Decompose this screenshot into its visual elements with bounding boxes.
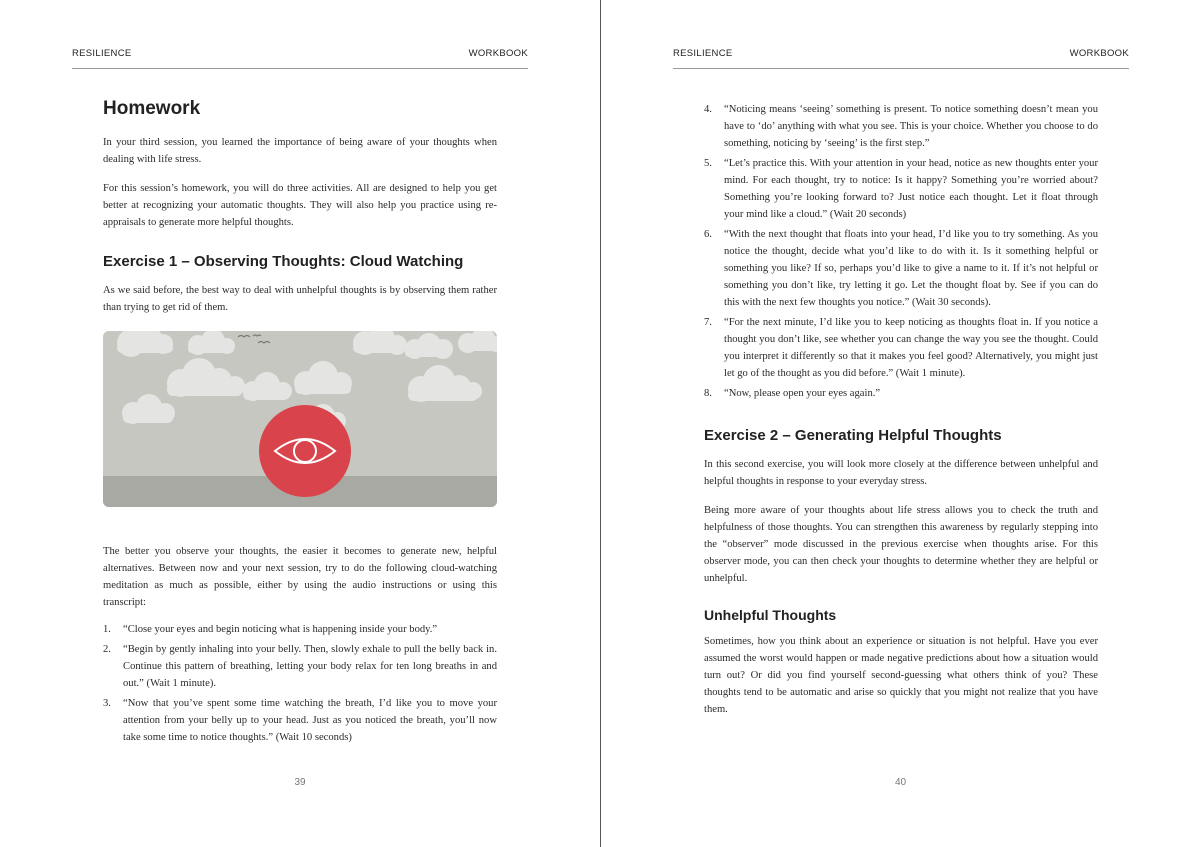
page-number: 40 [894, 777, 907, 788]
list-number: 7. [704, 317, 712, 328]
list-text: “Noticing means ‘seeing’ something is present. To notice something doesn’t mean you have to ‘do’ anything with what you see. This is your choice. Whether you choose to do something, noticing by ‘seeing’ is the first step.” [724, 104, 1098, 149]
list-number: 5. [704, 158, 712, 169]
running-header [72, 48, 528, 69]
list-text: “Let’s practice this. With your attention in your head, notice as new thoughts enter your mind. For each thought, try to notice: Is it happy? Something you’re worried about? Something you’re looking forward to? Just notice each thought. Let it float through your mind like a cloud.” (Wait 20 seconds) [724, 158, 1098, 220]
list-item [103, 641, 497, 692]
exercise-2-title: Exercise 2 – Generating Helpful Thoughts [704, 427, 1002, 444]
paragraph-exercise-2-intro: In this second exercise, you will look more closely at the difference between unhelpful and helpful thoughts in response to your everyday stress. [704, 459, 1098, 487]
list-text: “For the next minute, I’d like you to keep noticing as thoughts float in. If you notice a thought you don’t like, see whether you can change the way you see the thought. Could you interpret it differently so that it makes you feel good? Alternatively, you might just let go of the thought as you did before.” (Wait 1 minute). [724, 317, 1098, 379]
eye-badge [259, 405, 351, 497]
list-item [704, 155, 1098, 223]
page-title: Homework [103, 98, 201, 119]
list-text: “Close your eyes and begin noticing what is happening inside your body.” [123, 624, 438, 635]
list-number: 6. [704, 229, 712, 240]
page-right [601, 0, 1200, 847]
running-header [673, 48, 1129, 69]
list-item [704, 385, 1098, 402]
right-page-content [704, 101, 1098, 730]
list-text: “Now, please open your eyes again.” [724, 388, 881, 399]
list-number: 3. [103, 698, 111, 709]
list-text: “Now that you’ve spent some time watching the breath, I’d like you to move your attention from your belly up to your head. Just as you noticed the breath, you’ll now take some time to notice thoughts.” (Wait 10 seconds) [123, 698, 497, 743]
paragraph-exercise-1-intro: As we said before, the best way to deal with unhelpful thoughts is by observing them rather than trying to get rid of them. [103, 285, 497, 313]
cloud [458, 331, 497, 353]
page-number: 39 [294, 777, 306, 788]
list-item [704, 226, 1098, 311]
cloud-watching-illustration [103, 331, 497, 507]
header-left-label: RESILIENCE [72, 48, 132, 59]
paragraph-intro: In your third session, you learned the importance of being aware of your thoughts when dealing with life stress. [103, 137, 497, 165]
paragraph-unhelpful-thoughts: Sometimes, how you think about an experience or situation is not helpful. Have you ever assumed the worst would happen or made negative predictions about how a situation would turn out? Or did you find yourself second-guessing what others think of you? These thoughts tend to be automatic and arise so quickly that you might not realize that you have them. [704, 636, 1098, 715]
header-left-label: RESILIENCE [673, 48, 733, 59]
paragraph-observe: The better you observe your thoughts, the easier it becomes to generate new, helpful alternatives. Between now and your next session, try to do the following cloud-watching meditation as much as possible, either by using the audio instructions or using this transcript: [103, 546, 497, 608]
list-item [103, 695, 497, 746]
list-text: “Begin by gently inhaling into your belly. Then, slowly exhale to pull the belly back in. Continue this pattern of breathing, letting your body relax for ten long breaths in and out.” (Wait 1 minute). [123, 644, 497, 689]
clouds-scene [103, 331, 497, 507]
unhelpful-thoughts-title: Unhelpful Thoughts [704, 607, 837, 623]
paragraph-observer-mode: Being more aware of your thoughts about life stress allows you to check the truth and helpfulness of those thoughts. You can strengthen this awareness by regularly stepping into the “observer” mode discussed in the previous exercise when thoughts arise. For this observer mode, you can then check your thoughts to determine whether they are helpful or unhelpful. [704, 505, 1098, 584]
paragraph-homework: For this session’s homework, you will do three activities. All are designed to help you get better at recognizing your automatic thoughts. They will also help you practice using re-appraisals to generate more helpful thoughts. [103, 183, 497, 228]
left-page-content [103, 98, 497, 749]
list-item [704, 101, 1098, 152]
meditation-steps-list [103, 621, 497, 746]
list-number: 4. [704, 104, 712, 115]
header-right-label: WORKBOOK [1069, 48, 1129, 59]
exercise-1-title: Exercise 1 – Observing Thoughts: Cloud Watching [103, 253, 464, 270]
list-text: “With the next thought that floats into your head, I’d like you to try something. As you notice the thought, decide what you’d like to do with it. Is it something helpful or something you like? If so, perhaps you’d like to give a name to it. If it’s not helpful or something you don’t like, try letting it go. Let the thought float by. See if you can do this with the next few thoughts you notice.” (Wait 30 seconds). [724, 229, 1098, 308]
list-number: 1. [103, 624, 111, 635]
list-item [103, 621, 497, 638]
list-number: 8. [704, 388, 712, 399]
header-right-label: WORKBOOK [468, 48, 528, 59]
meditation-steps-list-continued [704, 101, 1098, 402]
list-item [704, 314, 1098, 382]
list-number: 2. [103, 644, 111, 655]
